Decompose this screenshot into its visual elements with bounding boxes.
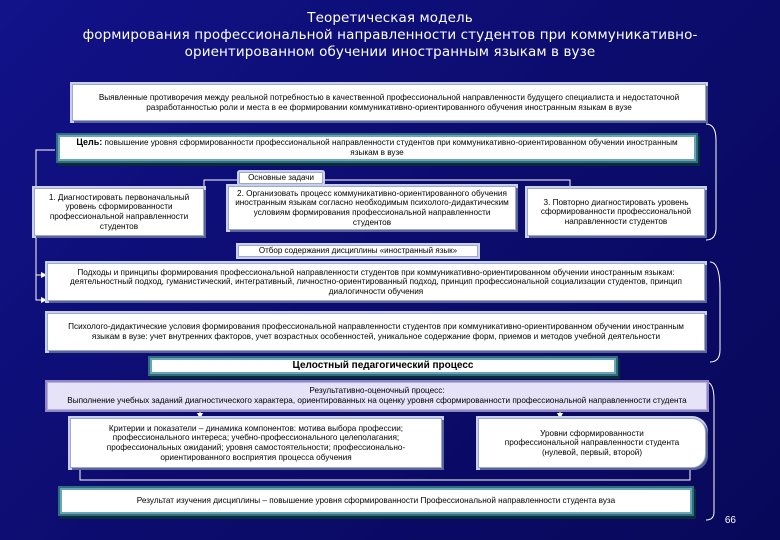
- holistic-process-text: Целостный педагогический процесс: [292, 360, 474, 372]
- evaluation-box: [47, 382, 707, 410]
- content-selection-label: [238, 245, 478, 257]
- evaluation-text: Выполнение учебных заданий диагностического характера, ориентированных на оценку уровня сформированности профессиональной направленности студента: [67, 396, 687, 405]
- task-box-2: [228, 186, 516, 230]
- criteria-text: Критерии и показатели – динамика компонентов: мотива выбора профессии; профессионального интереса; учебно-профессионального целеполагания; профессиональных ожиданий; уровня самостоятельности; профессионально-ориентированного восприятия процесса обучения: [106, 423, 406, 462]
- approaches-text: Подходы и принципы формирования профессиональной направленности студентов при коммуникативно-ориентированном обучении иностранным языкам: деятельностный подход, гуманистический, интегративный, личностно-ориентированный подход, принцип профессиональной социализации студентов, принцип диалогичности обучения: [70, 267, 682, 296]
- goal-body: повышение уровня сформированности профессиональной направленности студентов при коммуникативно-ориентированном обучении иностранным языкам в вузе: [102, 138, 678, 157]
- criteria-box: [70, 418, 442, 468]
- bottom-bracket: [80, 470, 690, 480]
- task-text-3: 3. Повторно диагностировать уровень сформированности профессиональной направленности студентов: [540, 197, 692, 226]
- task-text-1: 1. Диагностировать первоначальный уровень сформированности профессиональной направленности студентов: [48, 192, 190, 231]
- page-number: 66: [724, 515, 736, 526]
- right-brace-2: [710, 262, 720, 362]
- result-box: [60, 488, 692, 514]
- holistic-process-box: [150, 358, 616, 374]
- title-line-3: ориентированном обучении иностранным языкам в вузе: [184, 44, 596, 60]
- levels-box: [478, 418, 706, 468]
- approaches-box: [47, 263, 705, 301]
- conditions-text: Психолого-дидактические условия формирования профессиональной направленности студентов при коммуникативно-ориентированном обучении иностранным языкам в вузе: учет внутренних факторов, учет возрастных особенностей, уникальное содержание форм, приемов и методов учебной деятельности: [68, 322, 684, 341]
- task-text-2: 2. Организовать процесс коммуникативно-ориентированного обучения иностранным языкам согласно необходимым психолого-дидактическим условиям формирования профессиональной направленности студентов: [235, 188, 509, 227]
- conditions-box: [47, 313, 705, 351]
- goal-text: [66, 138, 688, 157]
- result-text: Результат изучения дисциплины – повышение уровня сформированности Профессиональной направленности студента вуза: [136, 496, 616, 506]
- title-line-2: формирования профессиональной направленности студентов при коммуникативно-: [82, 27, 698, 43]
- contradictions-box: [72, 84, 706, 121]
- tasks-label: [239, 172, 323, 184]
- right-brace-3: [706, 382, 714, 520]
- tasks-label-text: Основные задачи: [248, 173, 314, 182]
- task-box-1: [34, 188, 204, 236]
- contradictions-text: Выявленные противоречия между реальной потребностью в качественной профессиональной направленности будущего специалиста и недостаточной разработанностью роли и места в ее формировании коммуникативно-ориентированного обучения иностранным языкам в вузе: [98, 92, 680, 112]
- task-box-3: [527, 188, 705, 236]
- title-line-1: Теоретическая модель: [307, 10, 473, 26]
- right-brace-1: [706, 124, 716, 240]
- levels-text: Уровни сформированности профессиональной направленности студента (нулевой, первый, второй): [504, 428, 680, 457]
- content-selection-text: Отбор содержания дисциплины «иностранный язык»: [258, 246, 458, 255]
- goal-box: [58, 135, 696, 161]
- goal-prefix: Цель:: [76, 137, 103, 148]
- page-title: [40, 10, 740, 61]
- evaluation-title: Результативно-оценочный процесс:: [309, 386, 445, 396]
